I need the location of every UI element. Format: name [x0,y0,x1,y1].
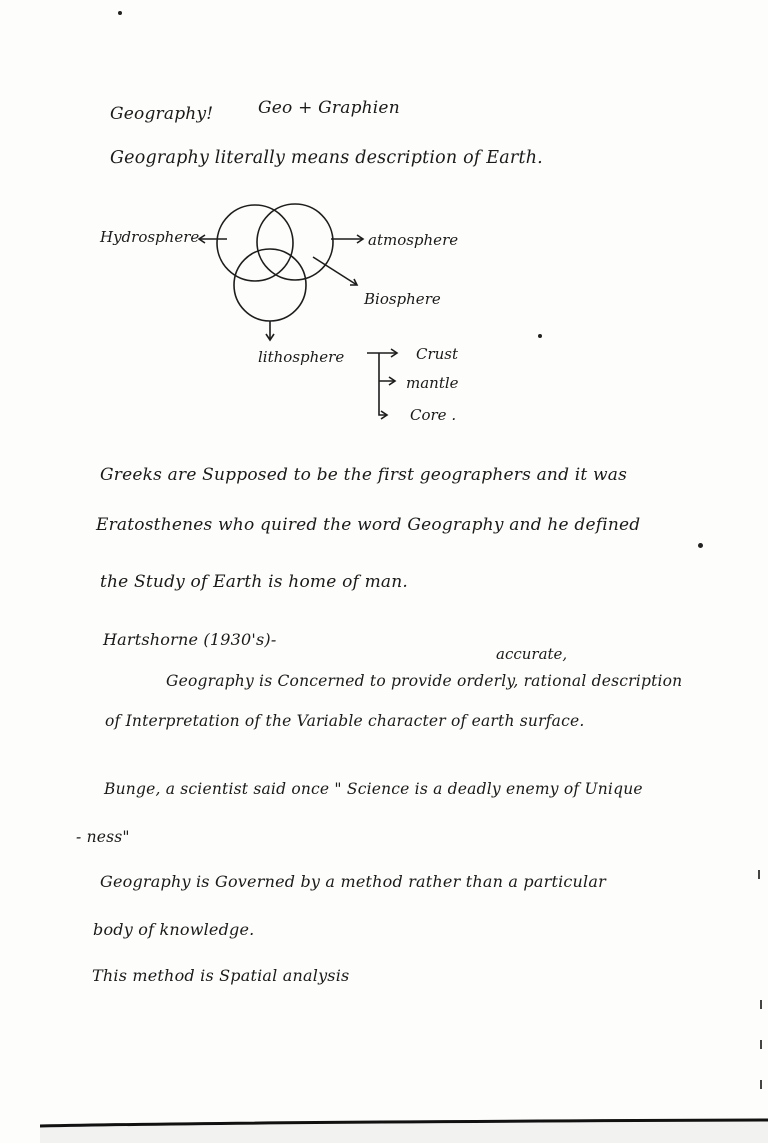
page-bottom-edge [40,1118,768,1143]
greeks-line-1: Greeks are Supposed to be the first geographers and it was [100,465,628,485]
bunge-line-1: Bunge, a scientist said once " Science is a deadly enemy of Unique [104,780,643,798]
greeks-line-3: the Study of Earth is home of man. [100,572,409,592]
layer-core: Core . [410,406,457,424]
lithosphere-label: lithosphere [258,348,345,366]
biosphere-label: Biosphere [364,290,441,308]
binding-mark [760,1000,762,1009]
hydrosphere-label: Hydrosphere [100,228,200,246]
atmosphere-label: atmosphere [368,231,459,249]
definition-line: Geography literally means description of Earth. [110,148,543,168]
binding-mark [758,870,760,879]
page-speck [698,543,703,548]
biosphere-circle [234,249,306,321]
hartshorne-line-1: Geography is Concerned to provide orderly, rational description [166,672,683,690]
greeks-line-2: Eratosthenes who quired the word Geography and he defined [96,515,641,535]
binding-mark [760,1040,762,1049]
hartshorne-insert: accurate, [496,645,568,663]
heading-term: Geography! [110,104,214,124]
method-line-3: This method is Spatial analysis [92,966,350,985]
page-speck [538,334,542,338]
hartshorne-name: Hartshorne (1930's)- [103,630,277,649]
method-line-2: body of knowledge. [93,920,255,939]
heading-etymology: Geo + Graphien [258,98,400,118]
binding-mark [760,1080,762,1089]
method-line-1: Geography is Governed by a method rather than a particular [100,872,606,891]
page-speck [118,11,122,15]
layer-crust: Crust [416,345,459,363]
hartshorne-line-2: of Interpretation of the Variable character of earth surface. [105,712,585,730]
layer-mantle: mantle [406,374,459,392]
layer-branch [367,353,397,415]
atmosphere-circle [257,204,333,280]
bunge-line-2: - ness" [76,828,130,846]
hydrosphere-circle [217,205,293,281]
